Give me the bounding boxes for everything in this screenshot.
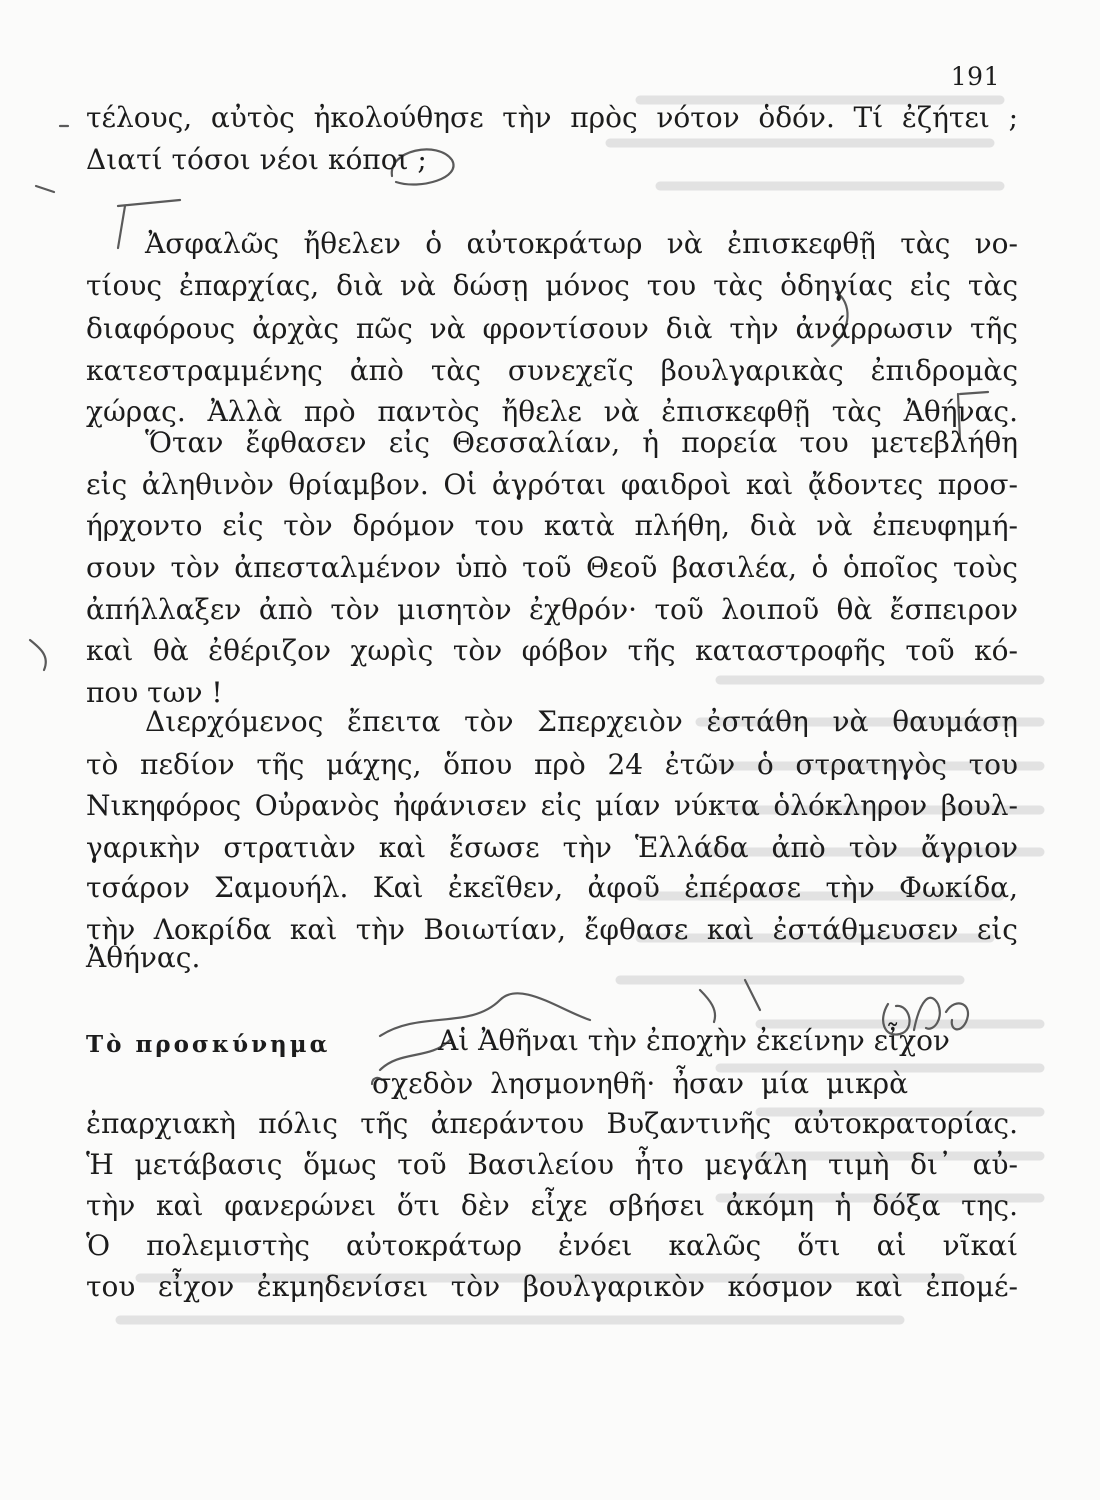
text-line: τὸ πεδίον τῆς μάχης, ὅπου πρὸ 24 ἐτῶν ὁ στρατηγὸς του bbox=[86, 748, 1018, 781]
text-line: Νικηφόρος Οὐρανὸς ἠφάνισεν εἰς μίαν νύκτα ὁλόκληρον βουλ- bbox=[86, 789, 1018, 822]
text-line: που των ! bbox=[86, 676, 223, 709]
text-line: ήρχοντο εἰς τὸν δρόμον του κατὰ πλήθη, διὰ νὰ ἐπευφημή- bbox=[86, 509, 1018, 542]
text-line: εἰς ἀληθινὸν θρίαμβον. Οἱ ἀγρόται φαιδροὶ καὶ ᾄδοντες προσ- bbox=[86, 468, 1018, 501]
text-line: διαφόρους ἀρχὰς πῶς νὰ φροντίσουν διὰ τὴν ἀνάρρωσιν τῆς bbox=[86, 312, 1018, 345]
text-line: χώρας. Ἀλλὰ πρὸ παντὸς ἤθελε νὰ ἐπισκεφθῇ τὰς Ἀθήνας. bbox=[86, 395, 1018, 428]
text-line: γαρικὴν στρατιὰν καὶ ἔσωσε τὴν Ἑλλάδα ἀπὸ τὸν ἄγριον bbox=[86, 831, 1018, 864]
text-line: ἐπαρχιακὴ πόλις τῆς ἀπεράντου Βυζαντινῆς αὐτοκρατορίας. bbox=[86, 1107, 1018, 1140]
text-line: Διατί τόσοι νέοι κόποι ; bbox=[86, 143, 427, 176]
text-line: κατεστραμμένης ἀπὸ τὰς συνεχεῖς βουλγαρικὰς ἐπιδρομὰς bbox=[86, 354, 1018, 387]
text-line: τέλους, αὐτὸς ἠκολούθησε τὴν πρὸς νότον ὁδόν. Τί ἐζήτει ; bbox=[86, 101, 1018, 134]
section-side-heading: Τὸ προσκύνημα bbox=[86, 1031, 331, 1058]
text-line: τὴν Λοκρίδα καὶ τὴν Βοιωτίαν, ἔφθασε καὶ ἐστάθμευσεν εἰς bbox=[86, 913, 1018, 946]
text-line: Ὁ πολεμιστὴς αὐτοκράτωρ ἐνόει καλῶς ὅτι αἱ νῖκαί bbox=[86, 1229, 1018, 1262]
text-line: Ὅταν ἔφθασεν εἰς Θεσσαλίαν, ἡ πορεία του μετεβλήθη bbox=[145, 426, 1018, 459]
text-line: σχεδὸν λησμονηθῆ· ἦσαν μία μικρὰ bbox=[372, 1067, 908, 1100]
page-number: 191 bbox=[950, 62, 1000, 91]
text-line: Ἀθήνας. bbox=[86, 941, 201, 974]
text-line: τσάρον Σαμουήλ. Καὶ ἐκεῖθεν, ἀφοῦ ἐπέρασε τὴν Φωκίδα, bbox=[86, 871, 1018, 904]
text-line: τίους ἐπαρχίας, διὰ νὰ δώσῃ μόνος του τὰς ὁδηγίας εἰς τὰς bbox=[86, 269, 1018, 302]
text-line: καὶ θὰ ἐθέριζον χωρὶς τὸν φόβον τῆς καταστροφῆς τοῦ κό- bbox=[86, 634, 1018, 667]
text-line: Ἡ μετάβασις ὅμως τοῦ Βασιλείου ἦτο μεγάλη τιμὴ δι᾽ αὐ- bbox=[86, 1148, 1018, 1181]
text-line: σουν τὸν ἀπεσταλμένον ὑπὸ τοῦ Θεοῦ βασιλέα, ὁ ὁποῖος τοὺς bbox=[86, 551, 1018, 584]
text-line: Διερχόμενος ἔπειτα τὸν Σπερχειὸν ἐστάθη νὰ θαυμάσῃ bbox=[145, 705, 1018, 738]
text-line: Ἀσφαλῶς ἤθελεν ὁ αὐτοκράτωρ νὰ ἐπισκεφθῇ τὰς νο- bbox=[145, 227, 1018, 260]
text-line: τὴν καὶ φανερώνει ὅτι δὲν εἶχε σβήσει ἀκόμη ἡ δόξα της. bbox=[86, 1189, 1018, 1222]
text-line: του εἶχον ἐκμηδενίσει τὸν βουλγαρικὸν κόσμον καὶ ἐπομέ- bbox=[86, 1270, 1018, 1303]
text-line: Αἱ Ἀθῆναι τὴν ἐποχὴν ἐκείνην εἶχον bbox=[438, 1024, 950, 1057]
text-line: ἀπήλλαξεν ἀπὸ τὸν μισητὸν ἐχθρόν· τοῦ λοιποῦ θὰ ἔσπειρον bbox=[86, 593, 1018, 626]
